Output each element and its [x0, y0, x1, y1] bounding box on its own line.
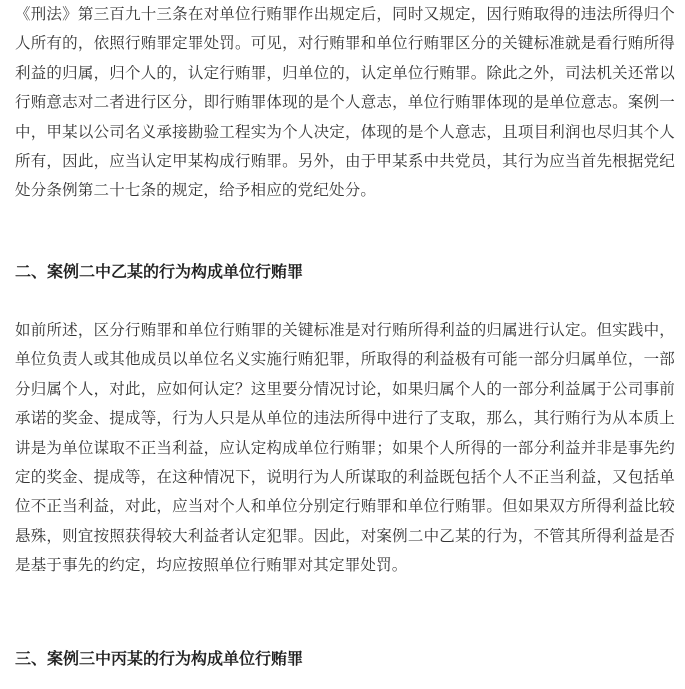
paragraph-case-two-analysis: 如前所述，区分行贿罪和单位行贿罪的关键标准是对行贿所得利益的归属进行认定。但实践中，单位负责人或其他成员以单位名义实施行贿犯罪，所取得的利益极有可能一部分归属单位，一部分归属个人，对此，应如何认定？这里要分情况讨论，如果归属个人的一部分利益属于公司事前承诺的奖金、提成等，行为人只是从单位的违法所得中进行了支取，那么，其行贿行为从本质上讲是为单位谋取不正当利益，应认定构成单位行贿罪；如果个人所得的一部分利益并非是事先约定的奖金、提成等，在这种情况下，说明行为人所谋取的利益既包括个人不正当利益，又包括单位不正当利益，对此，应当对个人和单位分别定行贿罪和单位行贿罪。但如果双方所得利益比较悬殊，则宜按照获得较大利益者认定犯罪。因此，对案例二中乙某的行为，不管其所得利益是否是基于事先的约定，均应按照单位行贿罪对其定罪处罚。 — [15, 321, 675, 575]
section-heading-case-two: 二、案例二中乙某的行为构成单位行贿罪 — [15, 262, 304, 281]
paragraph-case-one-analysis: 《刑法》第三百九十三条在对单位行贿罪作出规定后，同时又规定，因行贿取得的违法所得归个人所有的，依照行贿罪定罪处罚。可见，对行贿罪和单位行贿罪区分的关键标准就是看行贿所得利益的归属，归个人的，认定行贿罪，归单位的，认定单位行贿罪。除此之外，司法机关还常以行贿意志对二者进行区分，即行贿罪体现的是个人意志，单位行贿罪体现的是单位意志。案例一中，甲某以公司名义承接勘验工程实为个人决定，体现的是个人意志，且项目利润也尽归其个人所有，因此，应当认定甲某构成行贿罪。另外，由于甲某系中共党员，其行为应当首先根据党纪处分条例第二十七条的规定，给予相应的党纪处分。 — [15, 5, 675, 200]
section-heading-case-three: 三、案例三中丙某的行为构成单位行贿罪 — [15, 649, 304, 668]
